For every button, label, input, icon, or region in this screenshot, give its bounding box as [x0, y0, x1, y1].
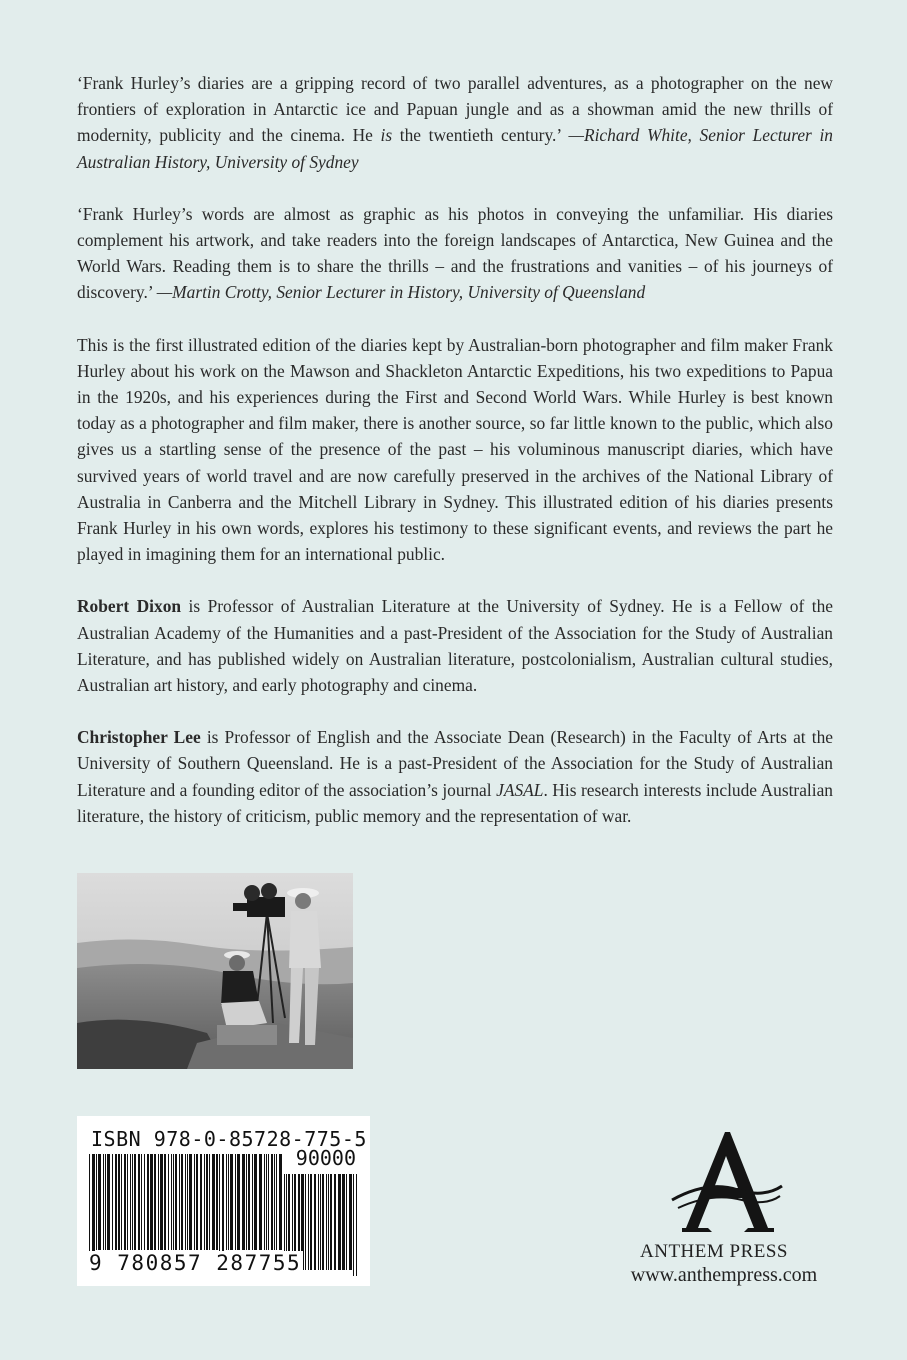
isbn-label: ISBN 978-0-85728-775-5 — [91, 1127, 367, 1151]
barcode-bar — [175, 1154, 177, 1250]
barcode-bar — [194, 1154, 195, 1250]
author-bio: is Professor of English and the Associate Dean (Research) in the Faculty of Arts at the University of Southern Queensland. He is a past-President of the Association for the Study of Australian Literature and a founding editor of the association’s journal — [77, 727, 834, 800]
barcode-bar — [105, 1154, 106, 1250]
author-bio: . His research interests include Australian literature, the history of criticism, public memory and the representation of war. — [77, 779, 833, 826]
barcode-bar — [274, 1154, 275, 1250]
barcode-bar — [138, 1154, 140, 1250]
publisher-website[interactable]: www.anthempress.com — [630, 1264, 818, 1286]
barcode-bar — [144, 1154, 145, 1250]
barcode-bar — [248, 1154, 250, 1250]
barcode-bar — [171, 1154, 172, 1250]
quote-text: ‘Frank Hurley’s words are almost as graphic as his photos in conveying the unfamiliar. His diaries complement his artwork, and take readers into the foreign landscapes of Antarctica, New Guinea and the World Wars. Reading them is to share the thrills – and the frustrations and vanities – of his journeys of discovery.’ — [77, 203, 833, 303]
barcode-bar — [314, 1174, 316, 1270]
barcode-bar — [338, 1174, 341, 1270]
barcode-bar — [92, 1154, 95, 1256]
publisher-name: ANTHEM PRESS — [640, 1241, 788, 1262]
barcode-bar — [89, 1154, 90, 1256]
barcode-bar — [342, 1174, 345, 1270]
barcode-bar — [216, 1154, 218, 1250]
barcode-bar — [212, 1154, 215, 1250]
barcode-bar — [346, 1174, 347, 1270]
barcode-bar — [107, 1154, 110, 1250]
barcode-bar — [276, 1154, 277, 1250]
barcode-bar — [160, 1154, 163, 1250]
barcode-bar — [242, 1154, 245, 1250]
barcode-bar — [185, 1154, 186, 1250]
barcode-bar — [305, 1174, 306, 1270]
barcode-bar — [266, 1154, 267, 1250]
barcode-bar — [134, 1154, 136, 1250]
barcode-bar — [154, 1154, 156, 1250]
barcode-bar — [310, 1174, 312, 1270]
barcode-bar — [103, 1154, 104, 1250]
barcode-bar — [318, 1174, 319, 1270]
barcode-bar — [279, 1154, 282, 1250]
barcode-bar — [179, 1154, 180, 1250]
barcode-bar — [115, 1154, 117, 1250]
barcode-bar — [118, 1154, 120, 1250]
barcode-bar — [150, 1154, 153, 1250]
quote-emphasis: is — [380, 125, 393, 146]
ean-digits: 9 780857 287755 — [89, 1251, 302, 1275]
barcode-bar — [353, 1174, 354, 1276]
barcode-bar — [200, 1154, 202, 1250]
quote-martin-crotty — [77, 201, 833, 306]
barcode-bar — [268, 1154, 269, 1250]
barcode-bar — [226, 1154, 227, 1250]
price-code: 90000 — [295, 1146, 356, 1170]
barcode-bar — [96, 1154, 97, 1250]
barcode-bar — [235, 1154, 236, 1250]
quote-text: ‘Frank Hurley’s diaries are a gripping record of two parallel adventures, as a photographer on the new frontiers of exploration in Antarctic ice and Papuan jungle and as a showman amid the new thrills of modernity, publicity and the cinema. He — [77, 73, 833, 146]
barcode-bar — [237, 1154, 240, 1250]
quote-attribution: —Richard White, Senior Lecturer in Australian History, University of Sydney — [77, 125, 833, 172]
barcode-bar — [98, 1154, 101, 1250]
barcode-bar — [209, 1154, 210, 1250]
quote-richard-white — [77, 70, 833, 175]
barcode-bar — [219, 1154, 220, 1256]
author-bio-dixon — [77, 593, 833, 698]
book-description: This is the first illustrated edition of the diaries kept by Australian-born photographer and film maker Frank Hurley about his work on the Mawson and Shackleton Antarctic Expeditions, his two expeditions to Papua in the 1920s, and his experiences during the First and Second World Wars. While Hurley is best known today as a photographer and film maker, there is another source, so far little known to the public, which also gives us a startling sense of the presence of the past – his voluminous manuscript diaries, which have survived years of world travel and are now carefully preserved in the archives of the National Library of Australia in Canberra and the Mitchell Library in Sydney. This illustrated edition of his diaries presents Frank Hurley in his own words, explores his testimony to these significant events, and reviews the part he played in imagining them for an international public. — [77, 334, 833, 565]
barcode-bar — [228, 1154, 229, 1250]
barcode-bar — [124, 1154, 126, 1250]
barcode-bar — [141, 1154, 142, 1250]
barcode-bar — [127, 1154, 128, 1250]
journal-title: JASAL — [496, 779, 544, 800]
barcode-bar — [322, 1174, 324, 1270]
quote-attribution: —Martin Crotty, Senior Lecturer in History, University of Queensland — [156, 282, 646, 303]
barcode-bar — [196, 1154, 198, 1250]
barcode-bar — [112, 1154, 113, 1250]
author-name: Robert Dixon — [77, 596, 182, 617]
barcode-bar — [168, 1154, 169, 1250]
barcode-bar — [187, 1154, 188, 1250]
anthem-press-logo — [668, 1128, 786, 1240]
barcode-bar — [328, 1174, 329, 1270]
isbn-barcode — [77, 1116, 370, 1286]
barcode-bar — [173, 1154, 174, 1250]
barcode-bar — [132, 1154, 133, 1250]
cover-photo — [77, 873, 353, 1069]
barcode-bar — [130, 1154, 131, 1250]
barcode-bar — [246, 1154, 247, 1250]
barcode-bar — [252, 1154, 253, 1250]
barcode-bar — [264, 1154, 265, 1250]
barcode-bar — [349, 1174, 352, 1270]
barcode-bar — [326, 1174, 327, 1270]
barcode-bar — [230, 1154, 233, 1250]
author-bio-lee — [77, 724, 833, 829]
quotes-and-description — [77, 70, 833, 855]
barcode-bar — [204, 1154, 205, 1250]
barcode-bar — [330, 1174, 332, 1270]
author-bio: is Professor of Australian Literature at the University of Sydney. He is a Fellow of the Australian Academy of the Humanities and a past-President of the Association for the Study of Australian Literature, and has published widely on Australian literature, postcolonialism, Australian cultural studies, Australian art history, and early photography and cinema. — [77, 596, 833, 696]
barcode-bar — [164, 1154, 166, 1250]
barcode-bar — [320, 1174, 321, 1270]
barcode-bar — [147, 1154, 149, 1250]
barcode-bar — [121, 1154, 122, 1250]
barcode-bar — [206, 1154, 208, 1250]
barcode-bar — [181, 1154, 183, 1250]
barcode-bar — [271, 1154, 273, 1250]
barcode-bar — [259, 1154, 262, 1250]
barcode-bar — [222, 1154, 224, 1256]
barcode-bar — [158, 1154, 159, 1250]
barcode-bar — [334, 1174, 336, 1270]
photographer-scene — [77, 873, 353, 1069]
quote-text: the twentieth century.’ — [392, 125, 569, 146]
barcode-bar — [308, 1174, 309, 1270]
barcode-bar — [254, 1154, 257, 1250]
barcode-bar — [356, 1174, 357, 1276]
author-name: Christopher Lee — [77, 727, 201, 748]
barcode-bar — [189, 1154, 192, 1250]
